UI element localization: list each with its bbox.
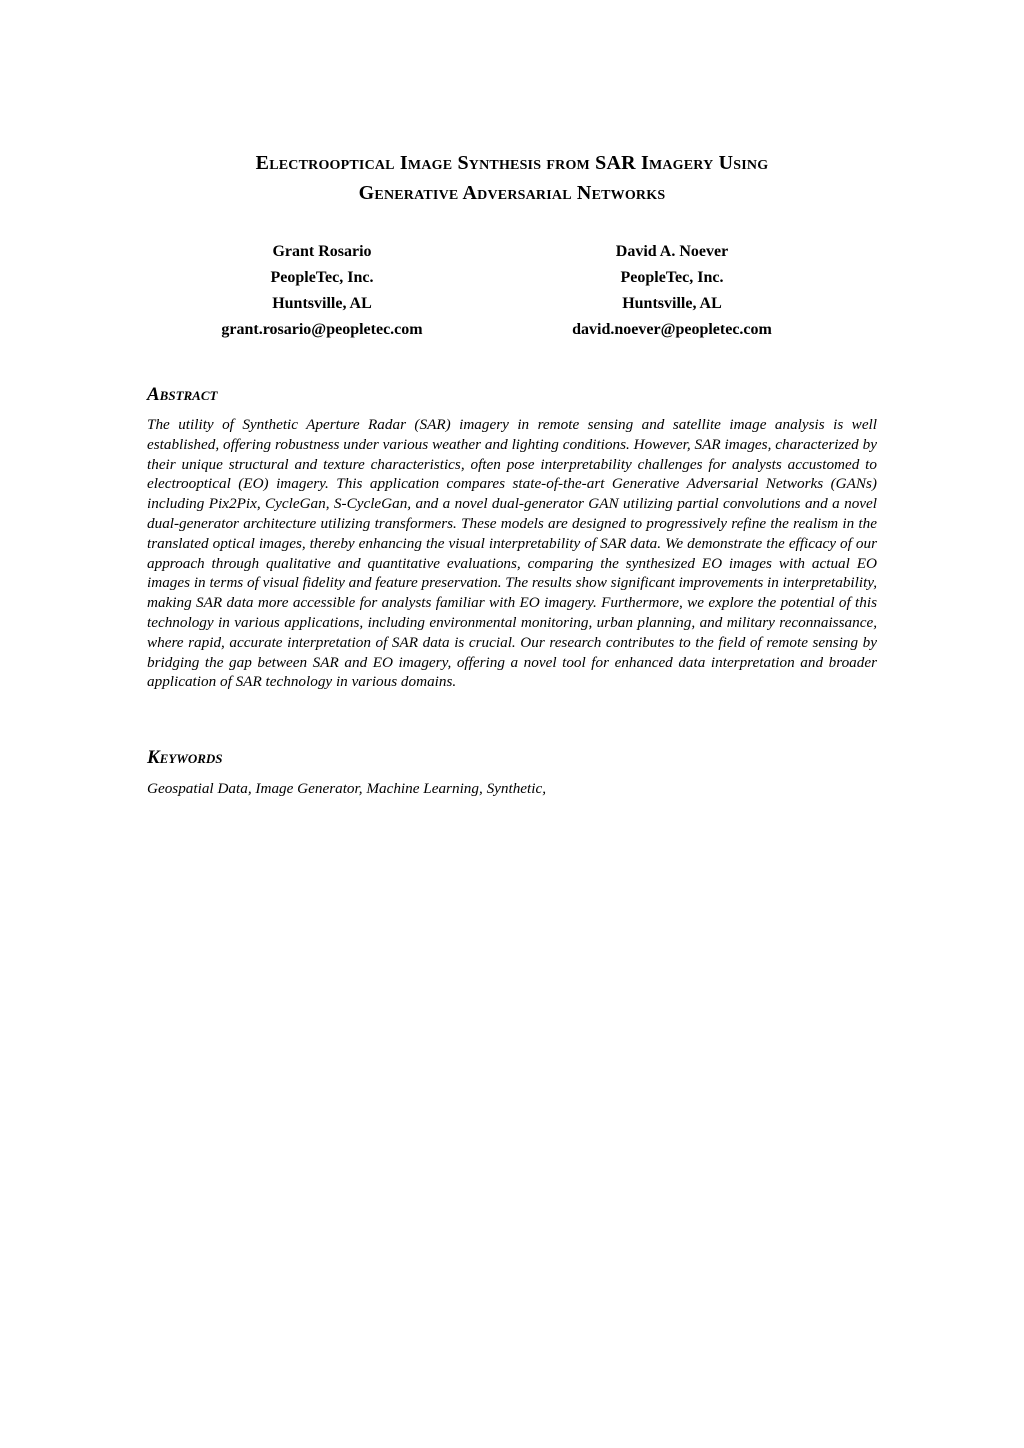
title-line-2: Generative Adversarial Networks: [358, 182, 666, 204]
author-email: david.noever@peopletec.com: [572, 321, 772, 338]
abstract-text: The utility of Synthetic Aperture Radar (SAR) imagery in remote sensing and satellite image analysis is well established, offering robustness under various weather and lighting conditions. However, SAR images, characterized by their unique structural and texture characteristics, often pose interpretability challenges for analysts accustomed to electrooptical (EO) imagery. This application compares state-of-the-art Generative Adversarial Networks (GANs) including Pix2Pix, CycleGan, S-CycleGan, and a novel dual-generator GAN utilizing partial convolutions and a novel dual-generator architecture utilizing transformers. These models are designed to progressively refine the realism in the translated optical images, thereby enhancing the visual interpretability of SAR data. We demonstrate the efficacy of our approach through qualitative and quantitative evaluations, comparing the synthesized EO images with actual EO images in terms of visual fidelity and feature preservation. The results show significant improvements in interpretability, making SAR data more accessible for analysts familiar with EO imagery. Furthermore, we explore the potential of this technology in various applications, including environmental monitoring, urban planning, and military reconnaissance, where rapid, accurate interpretation of SAR data is crucial. Our research contributes to the field of remote sensing by bridging the gap between SAR and EO imagery, offering a novel tool for enhanced data interpretation and broader application of SAR technology in various domains.: [147, 416, 877, 691]
author-affiliation: PeopleTec, Inc.: [620, 269, 724, 286]
author-location: Huntsville, AL: [272, 295, 372, 312]
paper-title: [100, 148, 924, 208]
author-affiliation: PeopleTec, Inc.: [270, 269, 374, 286]
keywords-text: Geospatial Data, Image Generator, Machine Learning, Synthetic,: [147, 780, 547, 797]
author-name: Grant Rosario: [272, 243, 372, 260]
author-block: [0, 239, 1024, 349]
author-1: [152, 239, 492, 343]
keywords-heading: Keywords: [147, 747, 223, 768]
title-line-1: Electrooptical Image Synthesis from SAR Imagery Using: [255, 152, 769, 174]
author-email: grant.rosario@peopletec.com: [221, 321, 423, 338]
author-location: Huntsville, AL: [622, 295, 722, 312]
abstract-heading: Abstract: [147, 384, 218, 405]
author-2: [502, 239, 842, 343]
author-name: David A. Noever: [615, 243, 729, 260]
